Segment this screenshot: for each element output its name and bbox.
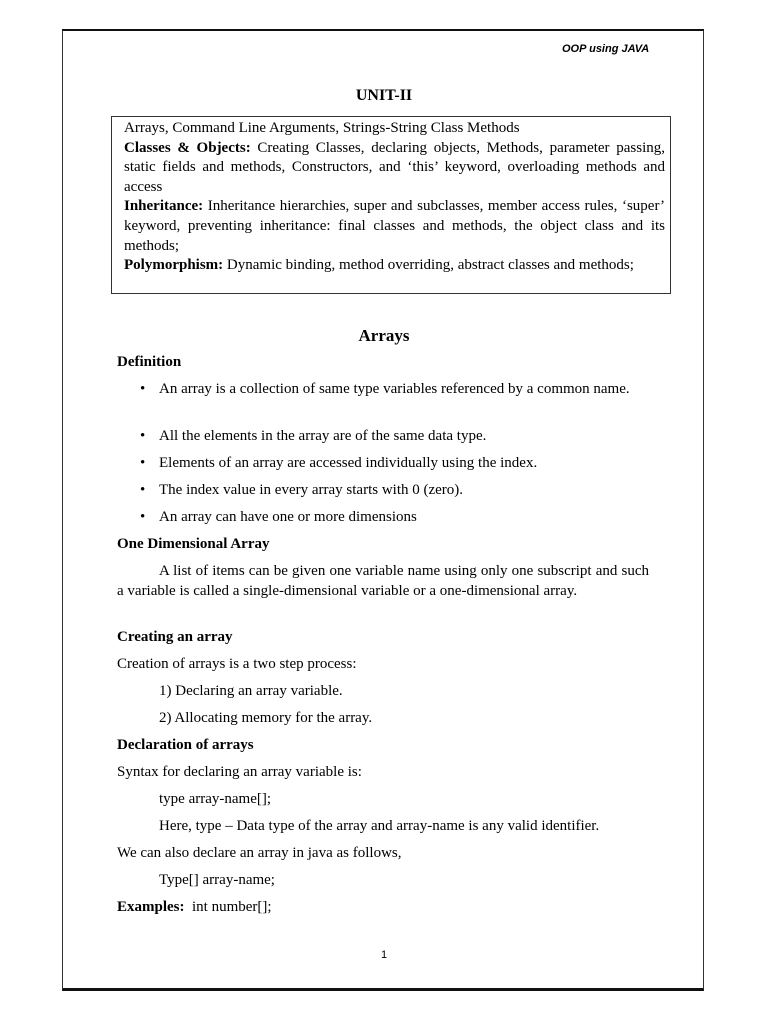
declaration-syntax: type array-name[];: [159, 791, 272, 807]
syllabus-box: [111, 116, 671, 294]
syllabus-inheritance: [124, 197, 665, 256]
declaration-alt-syntax: Type[] array-name;: [159, 872, 275, 888]
running-header: OOP using JAVA: [562, 43, 650, 55]
syllabus-inheritance-label: Inheritance:: [124, 198, 204, 215]
unit-title: UNIT-II: [355, 87, 413, 104]
section-title-arrays: Arrays: [358, 326, 410, 345]
one-dim-heading: One Dimensional Array: [117, 536, 270, 552]
list-item-text: All the elements in the array are of the same data type.: [159, 428, 487, 444]
declaration-explanation: Here, type – Data type of the array and array-name is any valid identifier.: [159, 818, 600, 834]
declaration-alt-intro: We can also declare an array in java as follows,: [117, 845, 402, 861]
list-item: [0, 508, 768, 528]
page-number: 1: [380, 949, 388, 961]
creating-heading: Creating an array: [117, 629, 233, 645]
bullet-icon: •: [140, 428, 146, 444]
syllabus-polymorphism-label: Polymorphism:: [124, 257, 224, 274]
syllabus-classes: [124, 139, 665, 198]
list-item-text: An array is a collection of same type variables referenced by a common name.: [159, 381, 630, 397]
definition-heading: Definition: [117, 354, 182, 370]
creating-step-1: 1) Declaring an array variable.: [159, 683, 343, 699]
syllabus-classes-label: Classes & Objects:: [124, 139, 251, 156]
bullet-icon: •: [140, 455, 146, 471]
syllabus-polymorphism-text: Dynamic binding, method overriding, abstract classes and methods;: [223, 257, 634, 274]
list-item: [0, 380, 768, 420]
syllabus-line-arrays: Arrays, Command Line Arguments, Strings-String Class Methods: [124, 120, 520, 136]
bullet-icon: •: [140, 482, 146, 498]
syllabus-inheritance-text: Inheritance hierarchies, super and subclasses, member access rules, ‘super’ keyword, preventing inheritance: final classes and methods, the object class and its methods;: [124, 198, 665, 254]
creating-step-2: 2) Allocating memory for the array.: [159, 710, 373, 726]
list-item: [0, 454, 768, 474]
list-item-text: Elements of an array are accessed individually using the index.: [159, 455, 538, 471]
declaration-intro: Syntax for declaring an array variable is:: [117, 764, 362, 780]
examples-line: [117, 898, 272, 918]
list-item-text: The index value in every array starts with 0 (zero).: [159, 482, 464, 498]
list-item-text: An array can have one or more dimensions: [159, 509, 417, 525]
bullet-icon: •: [140, 509, 146, 525]
creating-intro: Creation of arrays is a two step process:: [117, 656, 357, 672]
syllabus-polymorphism: [124, 256, 665, 276]
list-item: [0, 427, 768, 447]
one-dim-paragraph: [117, 562, 649, 601]
list-item: [0, 481, 768, 501]
examples-text: int number[];: [192, 899, 272, 915]
declaration-heading: Declaration of arrays: [117, 737, 254, 753]
one-dim-text: A list of items can be given one variable name using only one subscript and such a variable is called a single-dimensional variable or a one-dimensional array.: [117, 563, 649, 599]
syllabus-classes-text: Creating Classes, declaring objects, Methods, parameter passing, static fields and methods, Constructors, and ‘this’ keyword, overloading methods and access: [124, 139, 665, 195]
examples-label: Examples:: [117, 899, 185, 915]
bullet-icon: •: [140, 381, 146, 397]
